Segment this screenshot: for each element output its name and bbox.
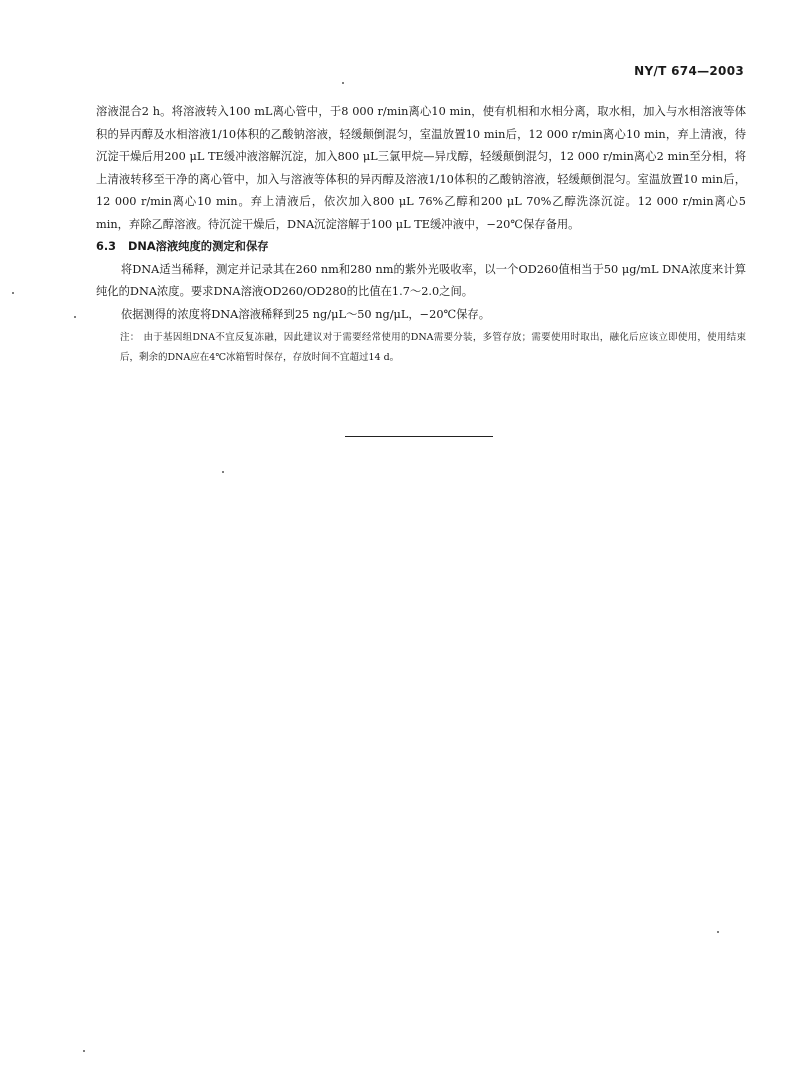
section-heading-6-3 xyxy=(96,236,746,259)
paragraph-dna-extraction-continued: 溶液混合2 h。将溶液转入100 mL离心管中，于8 000 r/min离心10 min，使有机相和水相分离，取水相，加入与水相溶液等体积的异丙醇及水相溶液1/10体积的乙酸钠溶液，轻缓颠倒混匀，室温放置10 min后，12 000 r/min离心10 min，弃上清液，待沉淀干燥后用200 μL TE缓冲液溶解沉淀，加入800 μL三氯甲烷—异戊醇，轻缓颠倒混匀，12 000 r/min离心2 min至分相，将上清液转移至干净的离心管中，加入与溶液等体积的异丙醇及溶液1/10体积的乙酸钠溶液，轻缓颠倒混匀。室温放置10 min后，12 000 r/min离心10 min。弃上清液后，依次加入800 μL 76%乙醇和200 μL 70%乙醇洗涤沉淀。12 000 r/min离心5 min，弃除乙醇溶液。待沉淀干燥后，DNA沉淀溶解于100 μL TE缓冲液中，−20℃保存备用。 xyxy=(96,105,746,231)
scan-speck xyxy=(342,82,344,84)
scan-speck xyxy=(222,471,224,473)
scan-speck xyxy=(74,316,76,318)
paragraph-purity-measurement: 将DNA适当稀释，测定并记录其在260 nm和280 nm的紫外光吸收率，以一个OD260值相当于50 μg/mL DNA浓度来计算纯化的DNA浓度。要求DNA溶液OD260/OD280的比值在1.7～2.0之间。 xyxy=(96,262,746,298)
page-body xyxy=(96,101,746,368)
note-text: 由于基因组DNA不宜反复冻融，因此建议对于需要经常使用的DNA需要分装，多管存放；需要使用时取出，融化后应该立即使用，使用结束后，剩余的DNA应在4℃冰箱暂时保存，存放时间不宜超过14 d。 xyxy=(120,332,746,363)
scan-speck xyxy=(83,1050,85,1052)
section-number: 6.3 xyxy=(96,240,117,253)
standard-number: NY/T 674—2003 xyxy=(634,64,744,78)
note-label: 注： xyxy=(120,332,140,343)
note xyxy=(96,328,746,368)
paragraph-dilution-storage: 依据测得的浓度将DNA溶液稀释到25 ng/μL～50 ng/μL，−20℃保存。 xyxy=(120,307,491,321)
end-of-document-rule xyxy=(345,436,493,437)
scan-speck xyxy=(12,292,14,294)
section-title: DNA溶液纯度的测定和保存 xyxy=(128,240,269,253)
scan-speck xyxy=(717,931,719,933)
